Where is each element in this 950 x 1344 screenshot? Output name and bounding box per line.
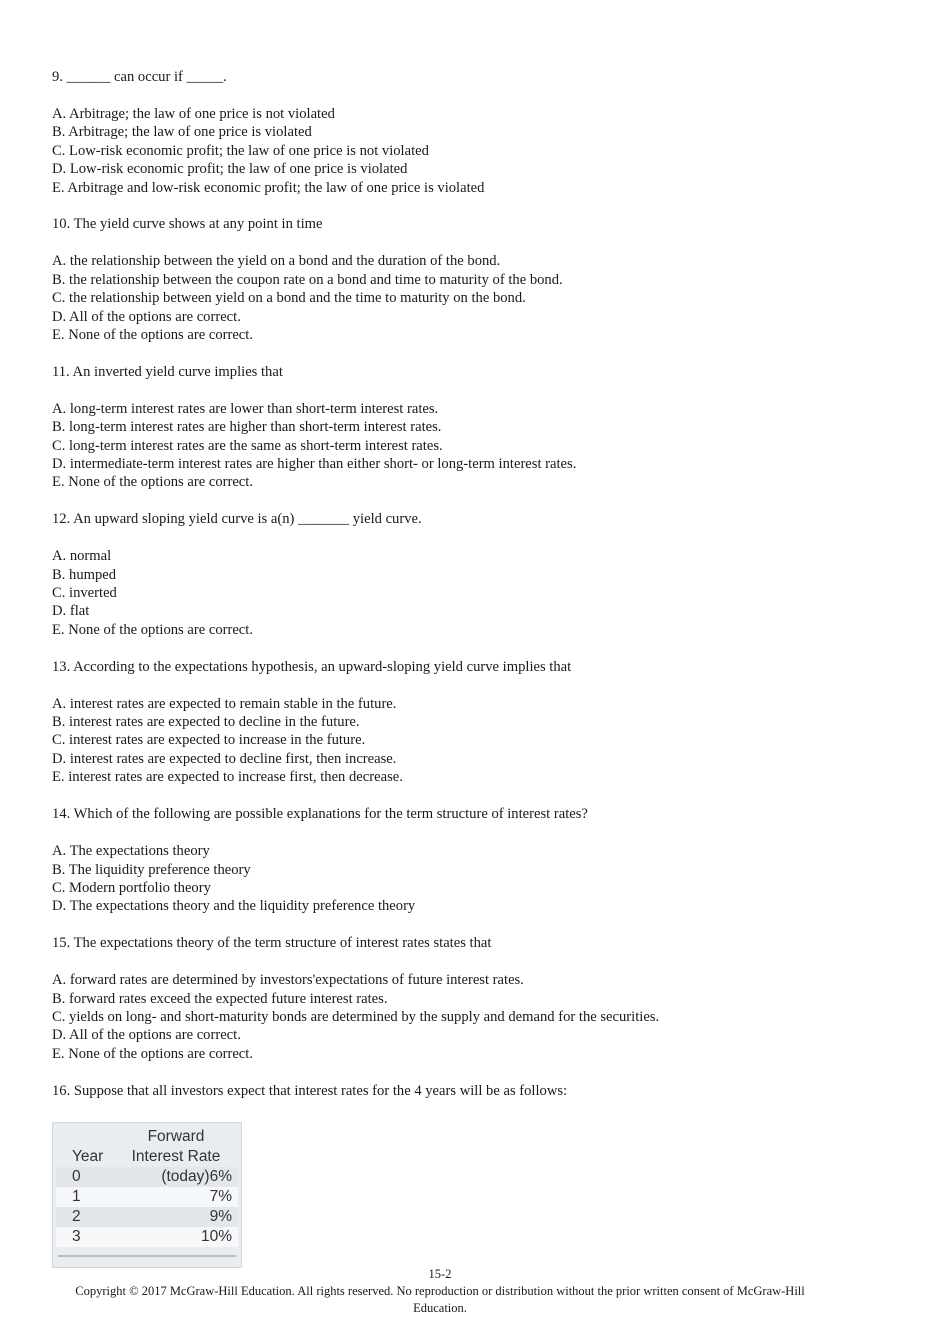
table-header-rate-line2: Interest Rate — [131, 1148, 221, 1166]
answer-option: C. Modern portfolio theory — [52, 879, 211, 896]
answer-option: B. interest rates are expected to decline in the future. — [52, 714, 360, 731]
answer-option: D. flat — [52, 603, 90, 620]
table-cell-rate: 7% — [114, 1187, 238, 1207]
question-block — [52, 510, 912, 639]
question-list — [52, 68, 912, 1100]
answer-option: D. All of the options are correct. — [52, 308, 241, 325]
answer-option: D. All of the options are correct. — [52, 1027, 241, 1044]
table-cell-year: 1 — [56, 1187, 114, 1207]
answer-option: E. None of the options are correct. — [52, 621, 253, 638]
answer-option: C. interest rates are expected to increase in the future. — [52, 732, 366, 749]
answer-option: A. interest rates are expected to remain stable in the future. — [52, 695, 397, 712]
answer-option: C. the relationship between yield on a bond and the time to maturity on the bond. — [52, 290, 526, 307]
answer-option: A. the relationship between the yield on a bond and the duration of the bond. — [52, 253, 501, 270]
answer-option: C. yields on long- and short-maturity bonds are determined by the supply and demand for the securities. — [52, 1008, 660, 1025]
answer-option: A. The expectations theory — [52, 843, 210, 860]
question-block — [52, 68, 912, 197]
table-row — [56, 1187, 238, 1207]
answer-option: E. Arbitrage and low-risk economic profit; the law of one price is violated — [52, 179, 485, 196]
table-row — [56, 1167, 238, 1187]
answer-option: D. interest rates are expected to decline first, then increase. — [52, 750, 397, 767]
table-divider — [58, 1255, 236, 1257]
table-header-rate-line1: Forward — [147, 1128, 205, 1146]
question-text: 13. According to the expectations hypothesis, an upward-sloping yield curve implies that — [52, 658, 572, 675]
answer-option: A. forward rates are determined by investors'expectations of future interest rates. — [52, 972, 524, 989]
answer-option: C. inverted — [52, 585, 117, 602]
question-block — [52, 658, 912, 787]
answer-option: B. The liquidity preference theory — [52, 861, 251, 878]
answer-option: E. interest rates are expected to increase first, then decrease. — [52, 769, 403, 786]
page-number: 15-2 — [428, 1267, 452, 1281]
table-cell-year: 2 — [56, 1207, 114, 1227]
answer-option: B. forward rates exceed the expected future interest rates. — [52, 990, 388, 1007]
answer-option: A. normal — [52, 548, 112, 565]
table-row — [56, 1207, 238, 1227]
answer-option: B. humped — [52, 566, 117, 583]
table-cell-rate: (today)6% — [114, 1167, 238, 1187]
forward-rate-table — [52, 1122, 242, 1268]
answer-option: A. long-term interest rates are lower than short-term interest rates. — [52, 400, 439, 417]
answer-option: E. None of the options are correct. — [52, 1045, 253, 1062]
answer-option: B. the relationship between the coupon rate on a bond and time to maturity of the bond. — [52, 271, 563, 288]
answer-option: D. The expectations theory and the liquidity preference theory — [52, 898, 416, 915]
answer-option: A. Arbitrage; the law of one price is not violated — [52, 105, 335, 122]
question-text: 12. An upward sloping yield curve is a(n) _______ yield curve. — [52, 511, 422, 528]
document-body — [52, 68, 912, 1268]
question-block — [52, 1082, 912, 1100]
question-text: 9. ______ can occur if _____. — [52, 69, 227, 85]
answer-option: E. None of the options are correct. — [52, 326, 253, 343]
question-block — [52, 934, 912, 1063]
answer-option: D. intermediate-term interest rates are higher than either short- or long-term interest rates. — [52, 456, 577, 472]
answer-option: B. Arbitrage; the law of one price is violated — [52, 124, 312, 141]
question-text: 16. Suppose that all investors expect that interest rates for the 4 years will be as follows: — [52, 1082, 568, 1099]
answer-option: B. long-term interest rates are higher than short-term interest rates. — [52, 419, 442, 436]
table-cell-rate: 10% — [114, 1227, 238, 1247]
question-text: 14. Which of the following are possible explanations for the term structure of interest rates? — [52, 806, 588, 823]
question-block — [52, 363, 912, 492]
copyright-notice: Copyright © 2017 McGraw-Hill Education. All rights reserved. No reproduction or distribution without the prior written consent of McGraw-Hill Education. — [75, 1284, 805, 1315]
answer-option: D. Low-risk economic profit; the law of one price is violated — [52, 161, 408, 178]
question-text: 15. The expectations theory of the term structure of interest rates states that — [52, 935, 492, 952]
question-text: 10. The yield curve shows at any point in time — [52, 216, 323, 233]
table-cell-rate: 9% — [114, 1207, 238, 1227]
table-row — [56, 1227, 238, 1247]
question-block — [52, 215, 912, 344]
answer-option: C. Low-risk economic profit; the law of one price is not violated — [52, 142, 429, 159]
answer-option: C. long-term interest rates are the same as short-term interest rates. — [52, 437, 443, 454]
table-cell-year: 3 — [56, 1227, 114, 1247]
question-block — [52, 805, 912, 916]
answer-option: E. None of the options are correct. — [52, 474, 253, 491]
table-header-year: Year — [72, 1148, 104, 1166]
question-text: 11. An inverted yield curve implies that — [52, 363, 283, 380]
table-cell-year: 0 — [56, 1167, 114, 1187]
page-footer — [52, 1266, 828, 1317]
